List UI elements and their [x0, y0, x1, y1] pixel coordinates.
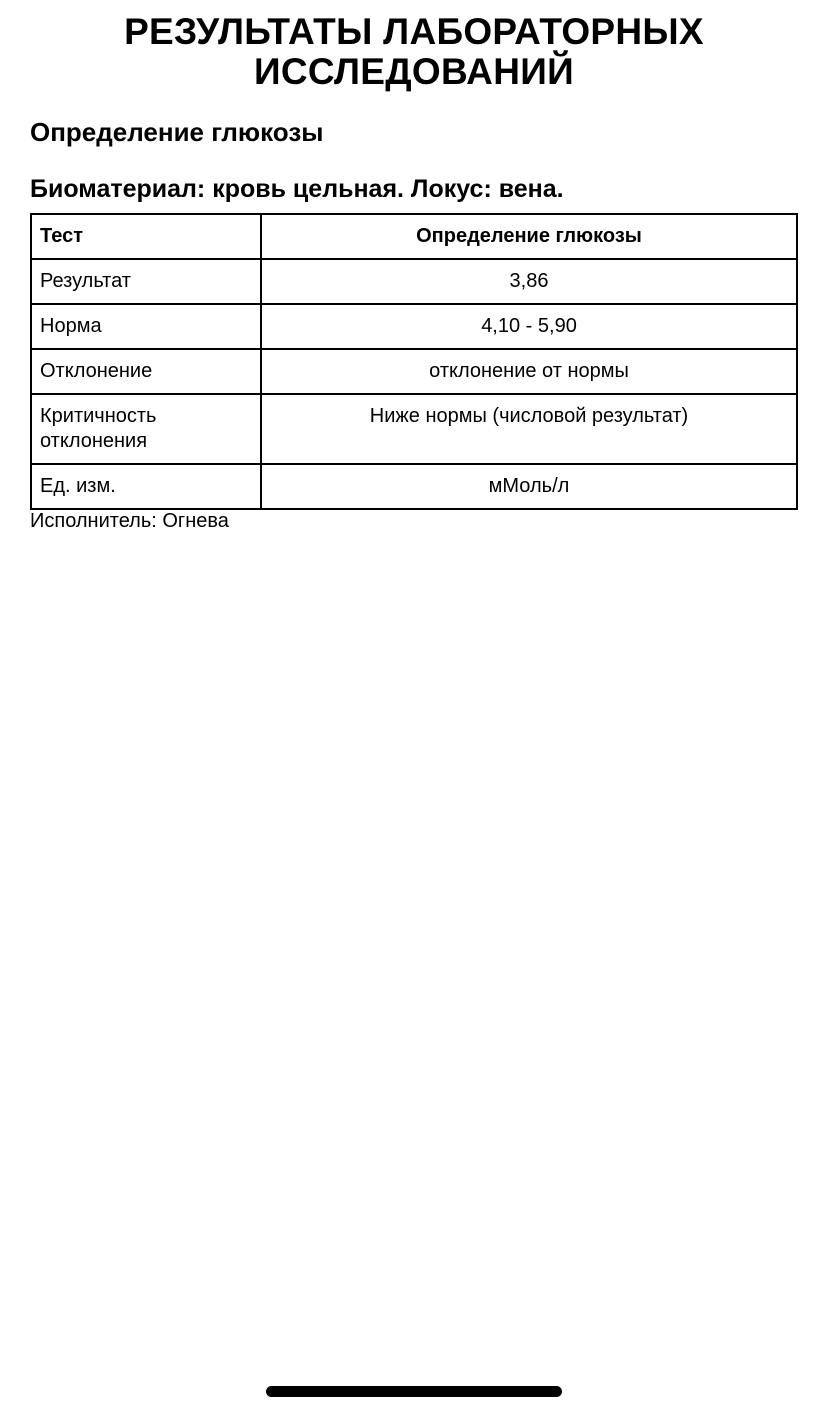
page-title: РЕЗУЛЬТАТЫ ЛАБОРАТОРНЫХ ИССЛЕДОВАНИЙ: [124, 11, 704, 92]
row-value: мМоль/л: [261, 464, 797, 509]
row-label: Ед. изм.: [31, 464, 261, 509]
executor-text: Исполнитель: Огнева: [30, 510, 229, 532]
row-value: отклонение от нормы: [261, 349, 797, 394]
row-value: 4,10 - 5,90: [261, 304, 797, 349]
table-header-row: [31, 214, 797, 259]
row-value: 3,86: [261, 259, 797, 304]
row-value: Ниже нормы (числовой результат): [261, 394, 797, 464]
table-header-label: Тест: [31, 214, 261, 259]
row-label: Результат: [31, 259, 261, 304]
row-label: Норма: [31, 304, 261, 349]
table-row-deviation: [31, 349, 797, 394]
biomaterial-heading: Биоматериал: кровь цельная. Локус: вена.: [30, 175, 564, 203]
table-header-value: Определение глюкозы: [261, 214, 797, 259]
table-row-result: [31, 259, 797, 304]
row-label: Отклонение: [31, 349, 261, 394]
table-row-norm: [31, 304, 797, 349]
home-indicator[interactable]: [266, 1386, 562, 1397]
row-label: Критичность отклонения: [31, 394, 261, 464]
table-row-criticality: [31, 394, 797, 464]
section-title: Определение глюкозы: [30, 117, 324, 147]
results-table: [30, 213, 798, 510]
table-row-units: [31, 464, 797, 509]
